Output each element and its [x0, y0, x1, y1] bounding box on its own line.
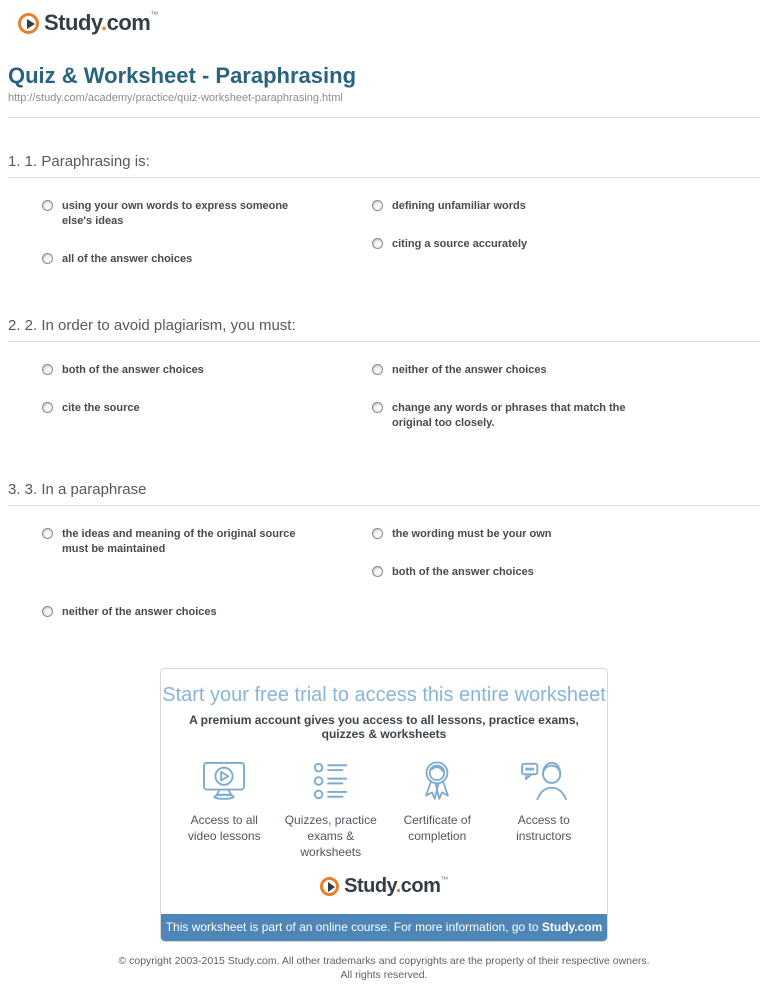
feature-label: Access to instructors	[516, 812, 572, 843]
answer-option[interactable]	[42, 605, 372, 620]
option-label: defining unfamiliar words	[392, 199, 526, 212]
radio-button-icon[interactable]	[42, 200, 53, 211]
questions	[8, 153, 760, 620]
option-label: all of the answer choices	[62, 252, 193, 265]
rights-line: All rights reserved.	[340, 968, 428, 981]
question	[8, 153, 760, 267]
radio-button-icon[interactable]	[42, 253, 53, 264]
options-right-column	[372, 527, 760, 580]
option-label: the ideas and meaning of the original source must be maintained	[62, 527, 296, 555]
option-label: the wording must be your own	[392, 527, 552, 540]
option-label: both of the answer choices	[392, 565, 534, 578]
question	[8, 481, 760, 620]
answer-option[interactable]	[372, 199, 760, 214]
feature-label: Quizzes, practice exams & worksheets	[284, 812, 377, 859]
answer-option[interactable]	[372, 401, 760, 431]
option-label: both of the answer choices	[62, 363, 204, 376]
site-header	[0, 0, 768, 39]
studycom-logo[interactable]	[18, 10, 158, 36]
features-row	[161, 758, 607, 860]
option-label: citing a source accurately	[392, 237, 528, 250]
answer-options	[8, 199, 760, 267]
feature-item	[171, 758, 278, 860]
cta-title[interactable]: Start your free trial to access this entire worksheet	[162, 683, 606, 706]
question-heading: 1. 1. Paraphrasing is:	[8, 153, 760, 178]
course-info-banner	[161, 914, 607, 941]
options-left-column	[42, 363, 372, 416]
options-left-column	[42, 199, 372, 267]
option-label: change any words or phrases that match the original too closely.	[392, 401, 626, 429]
certificate-icon	[417, 758, 457, 804]
banner-text: This worksheet is part of an online course. For more information, go to	[165, 919, 542, 934]
options-right-column	[372, 199, 760, 252]
option-label: using your own words to express someone else's ideas	[62, 199, 289, 227]
answer-option[interactable]	[42, 199, 372, 229]
option-label: neither of the answer choices	[392, 363, 547, 376]
radio-button-icon[interactable]	[372, 364, 383, 375]
radio-button-icon[interactable]	[372, 528, 383, 539]
radio-button-icon[interactable]	[372, 200, 383, 211]
answer-option[interactable]	[372, 237, 760, 252]
page-url: http://study.com/academy/practice/quiz-worksheet-paraphrasing.html	[8, 91, 343, 104]
answer-option[interactable]	[372, 527, 760, 542]
quizzes-worksheets-icon	[306, 758, 356, 804]
question-heading: 2. 2. In order to avoid plagiarism, you must:	[8, 317, 760, 342]
studycom-logo-bottom	[320, 875, 448, 898]
feature-item	[491, 758, 598, 860]
header-divider	[8, 117, 760, 118]
answer-option[interactable]	[42, 401, 372, 416]
studycom-logo-text: Study.com™	[44, 10, 158, 35]
feature-item	[278, 758, 385, 860]
studycom-link[interactable]: Study.com	[541, 919, 603, 934]
answer-option[interactable]	[42, 252, 372, 267]
feature-label: Certificate of completion	[403, 812, 471, 843]
answer-option[interactable]	[42, 363, 372, 378]
free-trial-cta-box	[160, 668, 608, 942]
page-title: Quiz & Worksheet - Paraphrasing	[8, 62, 357, 88]
feature-label: Access to all video lessons	[187, 812, 261, 843]
instructors-icon	[519, 758, 569, 804]
copyright-line: © copyright 2003-2015 Study.com. All other trademarks and copyrights are the property of their respective owners.	[118, 954, 650, 967]
question	[8, 317, 760, 431]
trademark-symbol: ™	[150, 10, 158, 19]
radio-button-icon[interactable]	[42, 402, 53, 413]
studycom-logo-text: Study.com™	[344, 874, 448, 897]
trademark-symbol: ™	[440, 874, 448, 884]
play-icon	[320, 877, 339, 896]
radio-button-icon[interactable]	[42, 528, 53, 539]
radio-button-icon[interactable]	[372, 566, 383, 577]
answer-option[interactable]	[42, 527, 372, 557]
options-right-column	[372, 363, 760, 431]
answer-option[interactable]	[372, 565, 760, 580]
option-label: neither of the answer choices	[62, 605, 217, 618]
question-heading: 3. 3. In a paraphrase	[8, 481, 760, 506]
cta-subtitle: A premium account gives you access to all lessons, practice exams, quizzes & worksheets	[189, 712, 579, 741]
answer-option[interactable]	[372, 363, 760, 378]
radio-button-icon[interactable]	[42, 364, 53, 375]
options-left-column	[42, 527, 372, 620]
answer-options	[8, 363, 760, 431]
answer-options	[8, 527, 760, 620]
radio-button-icon[interactable]	[372, 402, 383, 413]
option-label: cite the source	[62, 401, 140, 414]
feature-item	[384, 758, 491, 860]
play-icon	[18, 13, 39, 34]
video-lessons-icon	[199, 758, 249, 804]
radio-button-icon[interactable]	[42, 606, 53, 617]
radio-button-icon[interactable]	[372, 238, 383, 249]
page-footer	[0, 954, 768, 982]
